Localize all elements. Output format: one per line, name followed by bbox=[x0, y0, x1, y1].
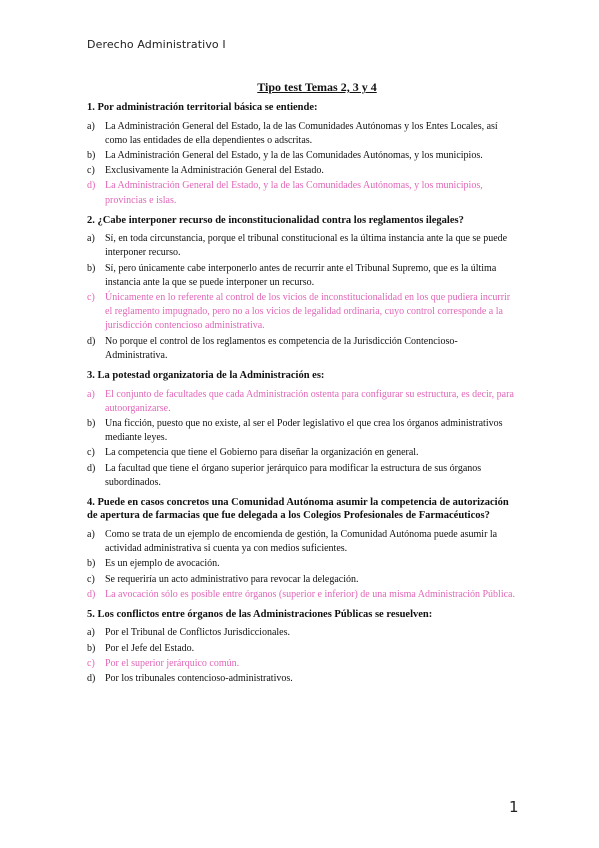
option-letter: a) bbox=[87, 233, 95, 245]
answer-option-correct bbox=[87, 291, 517, 334]
option-text: Es un ejemplo de avocación. bbox=[105, 558, 220, 570]
answer-options bbox=[87, 232, 517, 363]
answer-option bbox=[87, 528, 517, 556]
option-letter: c) bbox=[87, 447, 95, 459]
answer-option bbox=[87, 642, 517, 656]
option-text: La Administración General del Estado, y la de las Comunidades Autónomas, y los municipios. bbox=[105, 149, 483, 161]
option-text: El conjunto de facultades que cada Administración ostenta para configurar su estructura, es decir, para autoorganizarse. bbox=[105, 388, 514, 414]
option-letter: a) bbox=[87, 388, 95, 400]
answer-option bbox=[87, 557, 517, 571]
option-text: La facultad que tiene el órgano superior jerárquico para modificar la estructura de sus órganos subordinados. bbox=[105, 462, 482, 488]
page-number: 1 bbox=[509, 798, 519, 816]
option-text: Únicamente en lo referente al control de los vicios de inconstitucionalidad en los que pudiera incurrir el reglamento impugnado, pero no a los vicios de legalidad ordinaria, cuyo control corresponde a la jurisdicción contencioso administrativa. bbox=[105, 292, 511, 332]
option-letter: d) bbox=[87, 673, 96, 685]
answer-option bbox=[87, 417, 517, 445]
answer-option bbox=[87, 232, 517, 260]
answer-option bbox=[87, 672, 517, 686]
option-text: Sí, pero únicamente cabe interponerlo antes de recurrir ante el Tribunal Supremo, que es la última instancia ante la que se puede interponer un recurso. bbox=[105, 262, 497, 288]
option-letter: a) bbox=[87, 120, 95, 132]
question-list bbox=[87, 101, 517, 686]
option-text: Como se trata de un ejemplo de encomienda de gestión, la Comunidad Autónoma puede asumir la actividad administrativa si cuenta ya con medios suficientes. bbox=[105, 528, 498, 555]
answer-option-correct bbox=[87, 179, 517, 207]
document-body bbox=[87, 80, 517, 692]
answer-option bbox=[87, 335, 517, 363]
document-header: Derecho Administrativo I bbox=[87, 38, 226, 51]
answer-options bbox=[87, 120, 517, 208]
option-text: Se requeriría un acto administrativo para revocar la delegación. bbox=[105, 573, 359, 585]
option-letter: b) bbox=[87, 417, 96, 429]
option-text: La competencia que tiene el Gobierno para diseñar la organización en general. bbox=[105, 447, 419, 459]
question-text: 4. Puede en casos concretos una Comunidad Autónoma asumir la competencia de autorización de apertura de farmacias que fue delegada a los Colegios Profesionales de Farmacéuticos? bbox=[87, 496, 509, 522]
option-letter: a) bbox=[87, 528, 95, 540]
option-letter: d) bbox=[87, 462, 96, 474]
option-text: Sí, en toda circunstancia, porque el tribunal constitucional es la última instancia ante la que se puede interponer recurso. bbox=[105, 233, 508, 259]
option-text: Exclusivamente la Administración General del Estado. bbox=[105, 165, 324, 177]
answer-option-correct bbox=[87, 388, 517, 416]
option-text: La Administración General del Estado, la de las Comunidades Autónomas y los Entes Locales, así como las entidades de ella dependientes o adscritas. bbox=[105, 120, 498, 146]
option-letter: b) bbox=[87, 642, 96, 654]
answer-option bbox=[87, 164, 517, 178]
option-letter: b) bbox=[87, 149, 96, 161]
question-2 bbox=[87, 214, 517, 363]
answer-option bbox=[87, 462, 517, 490]
option-letter: b) bbox=[87, 558, 96, 570]
answer-option-correct bbox=[87, 657, 517, 671]
option-letter: c) bbox=[87, 165, 95, 177]
question-text: 3. La potestad organizatoria de la Administración es: bbox=[87, 370, 325, 382]
option-text: Por el superior jerárquico común. bbox=[105, 657, 240, 669]
answer-options bbox=[87, 626, 517, 686]
answer-options bbox=[87, 528, 517, 602]
option-text: Por el Tribunal de Conflictos Jurisdiccionales. bbox=[105, 627, 290, 639]
option-letter: c) bbox=[87, 573, 95, 585]
answer-option bbox=[87, 626, 517, 640]
answer-options bbox=[87, 388, 517, 490]
answer-option bbox=[87, 573, 517, 587]
option-text: La avocación sólo es posible entre órganos (superior e inferior) de una misma Administración Pública. bbox=[105, 588, 515, 600]
option-letter: d) bbox=[87, 335, 96, 347]
option-letter: d) bbox=[87, 588, 96, 600]
answer-option bbox=[87, 262, 517, 290]
question-1 bbox=[87, 101, 517, 208]
question-text: 2. ¿Cabe interponer recurso de inconstitucionalidad contra los reglamentos ilegales? bbox=[87, 214, 464, 226]
question-3 bbox=[87, 369, 517, 490]
option-text: La Administración General del Estado, y la de las Comunidades Autónomas, y los municipios, provincias e islas. bbox=[105, 180, 483, 206]
option-letter: b) bbox=[87, 262, 96, 274]
question-5 bbox=[87, 608, 517, 686]
option-letter: c) bbox=[87, 292, 95, 304]
answer-option bbox=[87, 149, 517, 163]
option-letter: c) bbox=[87, 657, 95, 669]
option-text: Una ficción, puesto que no existe, al ser el Poder legislativo el que crea los órganos administrativos mediante leyes. bbox=[105, 417, 503, 444]
answer-option bbox=[87, 446, 517, 460]
question-4 bbox=[87, 496, 517, 602]
option-letter: d) bbox=[87, 180, 96, 192]
question-text: 1. Por administración territorial básica se entiende: bbox=[87, 102, 318, 113]
question-text: 5. Los conflictos entre órganos de las Administraciones Públicas se resuelven: bbox=[87, 608, 433, 620]
option-text: Por los tribunales contencioso-administrativos. bbox=[105, 673, 293, 685]
option-text: Por el Jefe del Estado. bbox=[105, 642, 195, 654]
answer-option-correct bbox=[87, 588, 517, 602]
option-letter: a) bbox=[87, 627, 95, 639]
option-text: No porque el control de los reglamentos es competencia de la Jurisdicción Contencioso-Administrativa. bbox=[105, 335, 458, 361]
answer-option bbox=[87, 120, 517, 148]
document-title: Tipo test Temas 2, 3 y 4 bbox=[257, 80, 377, 94]
